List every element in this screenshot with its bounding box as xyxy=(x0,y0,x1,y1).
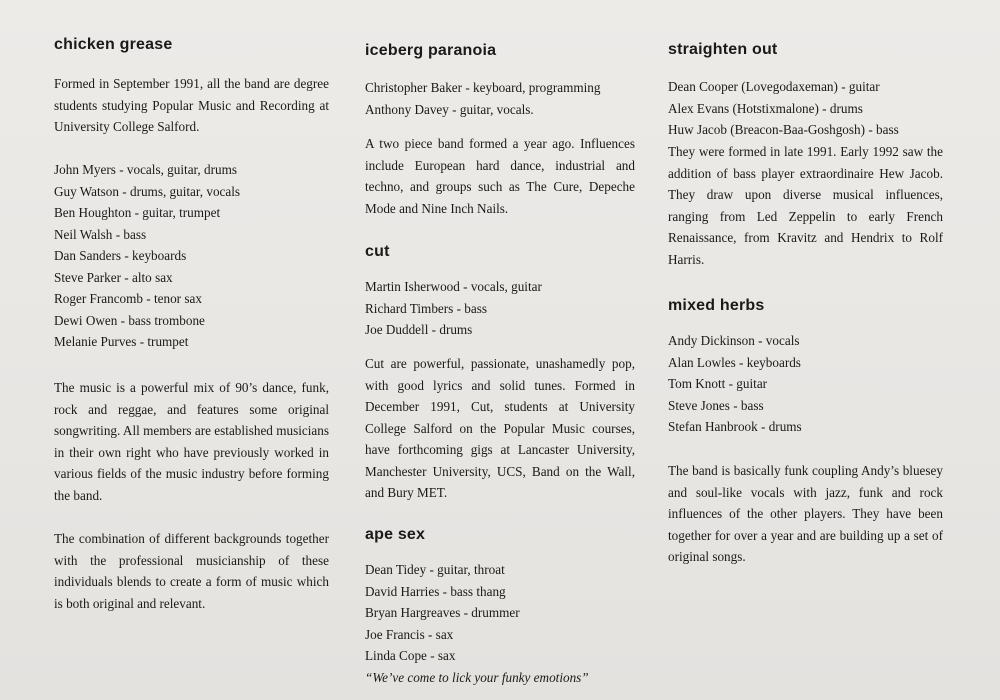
member-item: John Myers - vocals, guitar, drums xyxy=(54,162,237,177)
member-item: Joe Francis - sax xyxy=(365,626,454,642)
band-description: They were formed in late 1991. Early 1992 saw the addition of bass player extraordinaire Hew Jacob. They draw upon diverse musical influences, ranging from Led Zeppelin to early French Renaissance, from Kravitz and Hendrix to Rolf Harris. xyxy=(668,144,943,267)
member-item: Dewi Owen - bass trombone xyxy=(54,312,205,328)
member-item: Alan Lowles - keyboards xyxy=(668,354,801,370)
member-item: Neil Walsh - bass xyxy=(54,226,147,242)
member-item: Tom Knott - guitar xyxy=(668,376,768,391)
band-name-cut: cut xyxy=(365,243,390,260)
member-list xyxy=(668,76,943,141)
member-item: Dan Sanders - keyboards xyxy=(54,248,187,263)
band-description: A two piece band formed a year ago. Influences include European hard dance, industrial and techno, and groups such as The Cure, Depeche Mode and Nine Inch Nails. xyxy=(365,136,635,216)
member-item: Alex Evans (Hotstixmalone) - drums xyxy=(668,100,863,116)
band-name-chicken-grease: chicken grease xyxy=(54,36,173,53)
member-list xyxy=(668,330,943,438)
member-item: Roger Francomb - tenor sax xyxy=(54,291,202,306)
member-item: Anthony Davey - guitar, vocals. xyxy=(365,101,534,117)
band-description: The band is basically funk coupling Andy’s bluesey and soul-like vocals with jazz, funk and rock influences of the other players. They have been together for over a year and are building up a set of original songs. xyxy=(668,463,943,564)
member-item: Steve Parker - alto sax xyxy=(54,269,173,285)
member-item: Bryan Hargreaves - drummer xyxy=(365,605,520,620)
member-list xyxy=(365,77,635,120)
member-item: Guy Watson - drums, guitar, vocals xyxy=(54,183,241,199)
band-description: The combination of different backgrounds together with the professional musicianship of these individuals blends to create a form of music which is both original and relevant. xyxy=(54,531,329,611)
band-name-straighten-out: straighten out xyxy=(668,41,778,58)
member-item: Martin Isherwood - vocals, guitar xyxy=(365,279,542,294)
member-item: Dean Cooper (Lovegodaxeman) - guitar xyxy=(668,79,880,94)
member-item: David Harries - bass thang xyxy=(365,583,506,599)
member-item: Melanie Purves - trumpet xyxy=(54,334,189,349)
member-list xyxy=(365,276,635,341)
band-intro: Formed in September 1991, all the band are degree students studying Popular Music and Recording at University College Salford. xyxy=(54,76,329,134)
member-item: Ben Houghton - guitar, trumpet xyxy=(54,205,221,220)
band-name-mixed-herbs: mixed herbs xyxy=(668,297,765,314)
band-name-ape-sex: ape sex xyxy=(365,526,426,543)
member-item: Christopher Baker - keyboard, programming xyxy=(365,80,601,95)
member-list xyxy=(365,559,635,667)
member-item: Linda Cope - sax xyxy=(365,648,456,663)
member-item: Richard Timbers - bass xyxy=(365,300,487,316)
member-list xyxy=(54,159,329,353)
member-item: Joe Duddell - drums xyxy=(365,322,473,337)
member-item: Dean Tidey - guitar, throat xyxy=(365,562,505,577)
band-quote: “We’ve come to lick your funky emotions” xyxy=(365,670,589,685)
member-item: Andy Dickinson - vocals xyxy=(668,333,800,348)
band-description: The music is a powerful mix of 90’s dance, funk, rock and reggae, and features some original songwriting. All members are established musicians in their own right who have previously worked in various fields of the music industry before forming the band. xyxy=(54,380,329,503)
member-item: Stefan Hanbrook - drums xyxy=(668,419,802,434)
member-item: Steve Jones - bass xyxy=(668,397,764,413)
band-description: Cut are powerful, passionate, unashamedly pop, with good lyrics and solid tunes. Formed in December 1991, Cut, students at University College Salford on the Popular Music courses, have forthcoming gigs at Lancaster University, Manchester University, UCS, Band on the Wall, and Bury MET. xyxy=(365,356,635,500)
member-item: Huw Jacob (Breacon-Baa-Goshgosh) - bass xyxy=(668,122,899,137)
band-name-iceberg-paranoia: iceberg paranoia xyxy=(365,42,497,59)
